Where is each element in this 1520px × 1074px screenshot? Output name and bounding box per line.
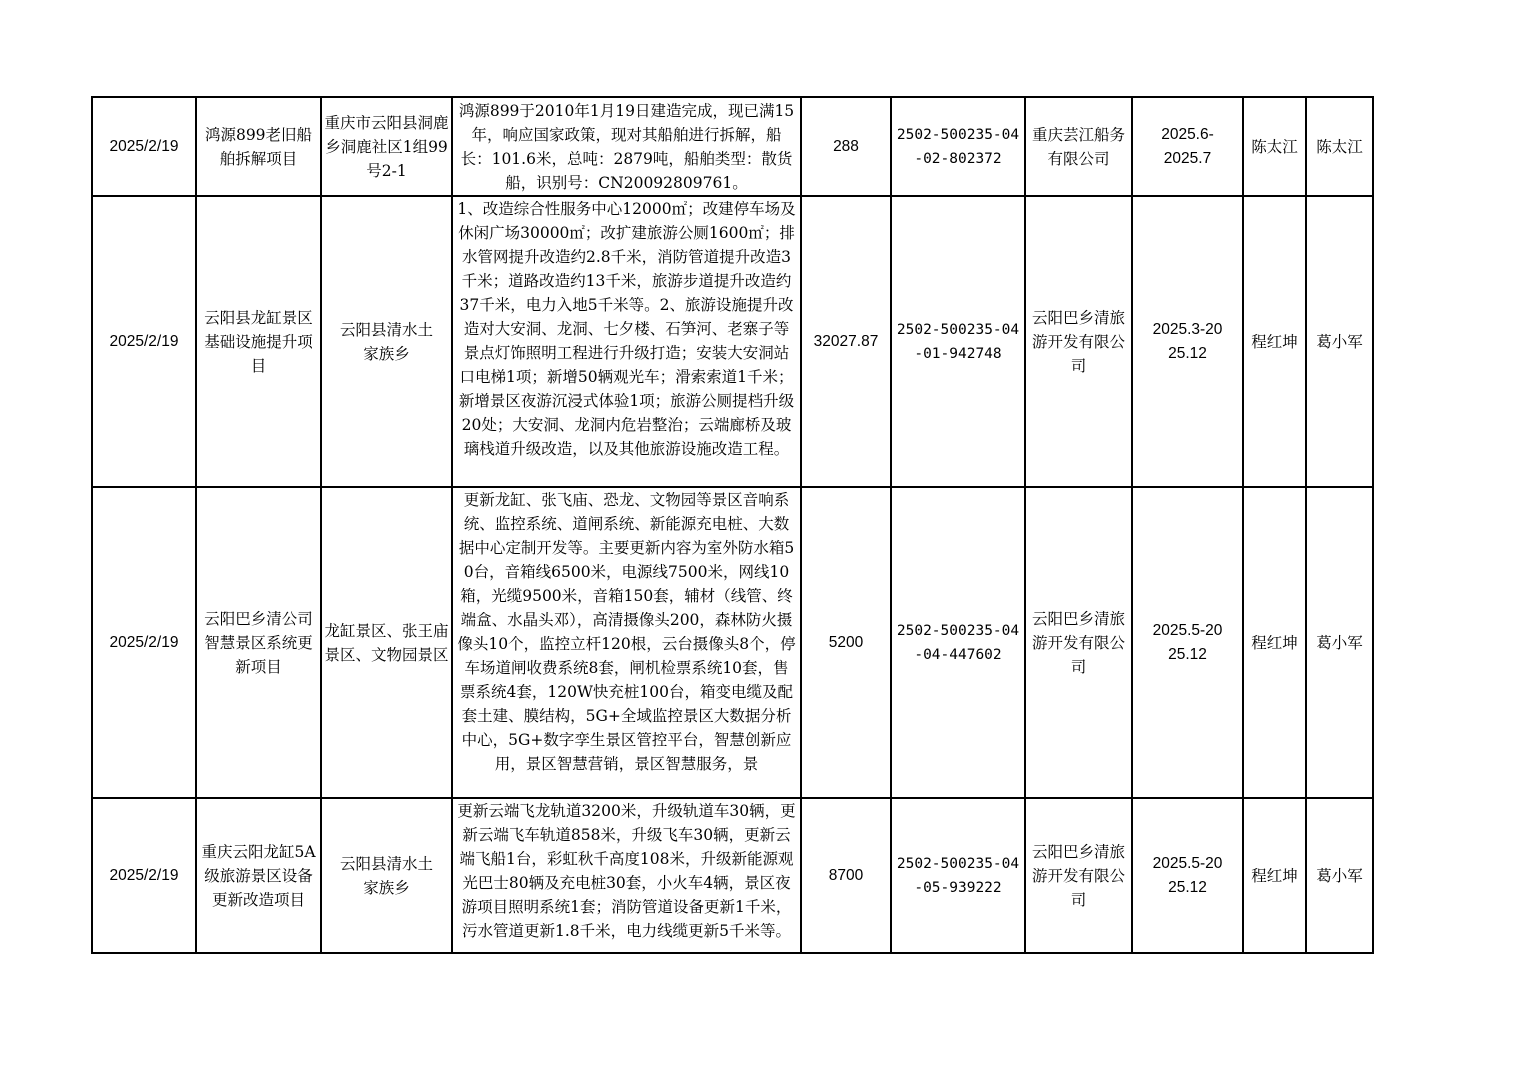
project-name-cell: 云阳县龙缸景区基础设施提升项目 xyxy=(196,196,321,487)
location-cell: 重庆市云阳县洞鹿乡洞鹿社区1组99号2-1 xyxy=(321,97,452,196)
person-in-charge-cell: 陈太江 xyxy=(1243,97,1306,196)
contact-person-cell: 葛小军 xyxy=(1306,798,1373,953)
project-code-cell: 2502-500235-04-01-942748 xyxy=(891,196,1025,487)
investment-cell: 288 xyxy=(801,97,891,196)
investment-cell: 32027.87 xyxy=(801,196,891,487)
contact-person-cell: 葛小军 xyxy=(1306,487,1373,798)
project-table xyxy=(91,96,1374,954)
period-cell: 2025.5-2025.12 xyxy=(1132,798,1243,953)
project-code-cell: 2502-500235-04-04-447602 xyxy=(891,487,1025,798)
company-cell: 重庆芸江船务有限公司 xyxy=(1025,97,1132,196)
date-cell: 2025/2/19 xyxy=(92,97,196,196)
date-cell: 2025/2/19 xyxy=(92,196,196,487)
contact-person-cell: 陈太江 xyxy=(1306,97,1373,196)
company-cell: 云阳巴乡清旅游开发有限公司 xyxy=(1025,487,1132,798)
content-cell: 更新龙缸、张飞庙、恐龙、文物园等景区音响系统、监控系统、道闸系统、新能源充电桩、大数据中心定制开发等。主要更新内容为室外防水箱50台，音箱线6500米，电源线7500米，网线10箱，光缆9500米，音箱150套，辅材（线管、终端盒、水晶头邓），高清摄像头200，森林防火摄像头10个，监控立杆120根，云台摄像头8个，停车场道闸收费系统8套，闸机检票系统10套，售票系统4套，120W快充桩100台，箱变电缆及配套土建、膜结构，5G+全域监控景区大数据分析中心，5G+数字孪生景区管控平台，智慧创新应用，景区智慧营销，景区智慧服务，景 xyxy=(452,487,801,798)
project-code-cell: 2502-500235-04-05-939222 xyxy=(891,798,1025,953)
date-cell: 2025/2/19 xyxy=(92,798,196,953)
project-name-cell: 鸿源899老旧船舶拆解项目 xyxy=(196,97,321,196)
table-row xyxy=(92,97,1373,196)
company-cell: 云阳巴乡清旅游开发有限公司 xyxy=(1025,798,1132,953)
contact-person-cell: 葛小军 xyxy=(1306,196,1373,487)
investment-cell: 5200 xyxy=(801,487,891,798)
project-name-cell: 重庆云阳龙缸5A级旅游景区设备更新改造项目 xyxy=(196,798,321,953)
investment-cell: 8700 xyxy=(801,798,891,953)
company-cell: 云阳巴乡清旅游开发有限公司 xyxy=(1025,196,1132,487)
period-cell: 2025.6-2025.7 xyxy=(1132,97,1243,196)
table-row xyxy=(92,798,1373,953)
table-row xyxy=(92,196,1373,487)
period-cell: 2025.3-2025.12 xyxy=(1132,196,1243,487)
period-cell: 2025.5-2025.12 xyxy=(1132,487,1243,798)
content-cell: 1、改造综合性服务中心12000㎡；改建停车场及休闲广场30000㎡；改扩建旅游公厕1600㎡；排水管网提升改造约2.8千米，消防管道提升改造3千米；道路改造约13千米，旅游步道提升改造约37千米，电力入地5千米等。2、旅游设施提升改造对大安洞、龙洞、七夕楼、石笋河、老寨子等景点灯饰照明工程进行升级打造；安装大安洞站口电梯1项；新增50辆观光车；滑索索道1千米；新增景区夜游沉浸式体验1项；旅游公厕提档升级20处；大安洞、龙洞内危岩整治；云端廊桥及玻璃栈道升级改造，以及其他旅游设施改造工程。 xyxy=(452,196,801,487)
project-code-cell: 2502-500235-04-02-802372 xyxy=(891,97,1025,196)
content-cell: 鸿源899于2010年1月19日建造完成，现已满15年，响应国家政策，现对其船舶进行拆解，船长：101.6米，总吨：2879吨，船舶类型：散货船，识别号：CN20092809761。 xyxy=(452,97,801,196)
table-row xyxy=(92,487,1373,798)
location-cell: 龙缸景区、张王庙景区、文物园景区 xyxy=(321,487,452,798)
person-in-charge-cell: 程红坤 xyxy=(1243,196,1306,487)
person-in-charge-cell: 程红坤 xyxy=(1243,798,1306,953)
location-cell: 云阳县清水土家族乡 xyxy=(321,196,452,487)
person-in-charge-cell: 程红坤 xyxy=(1243,487,1306,798)
project-name-cell: 云阳巴乡清公司智慧景区系统更新项目 xyxy=(196,487,321,798)
content-cell: 更新云端飞龙轨道3200米，升级轨道车30辆，更新云端飞车轨道858米，升级飞车30辆，更新云端飞船1台，彩虹秋千高度108米，升级新能源观光巴士80辆及充电桩30套，小火车4辆，景区夜游项目照明系统1套；消防管道设备更新1千米，污水管道更新1.8千米，电力线缆更新5千米等。 xyxy=(452,798,801,953)
location-cell: 云阳县清水土家族乡 xyxy=(321,798,452,953)
date-cell: 2025/2/19 xyxy=(92,487,196,798)
